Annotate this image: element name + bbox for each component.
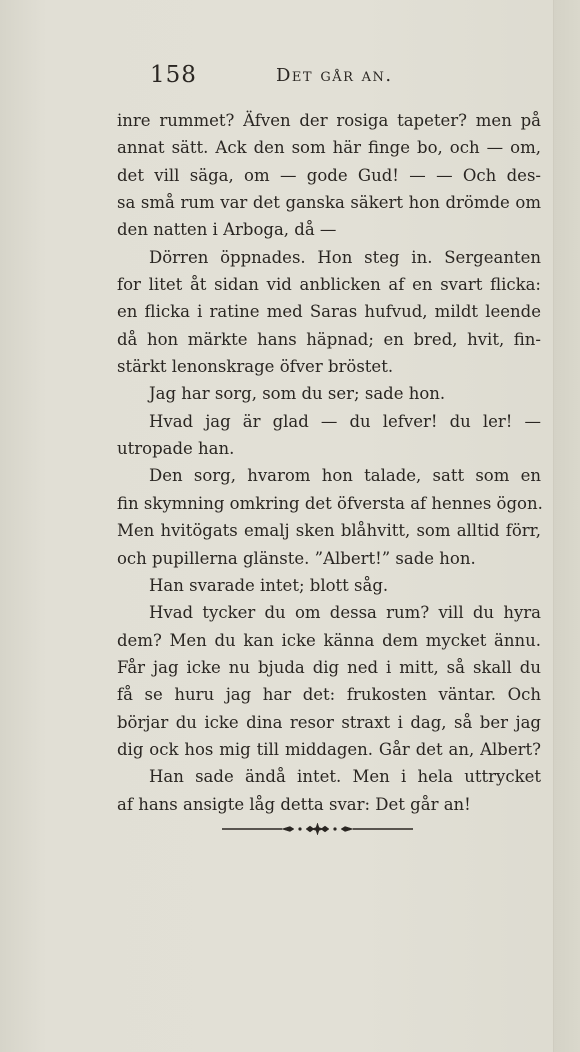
- body-text: [117, 107, 541, 818]
- text-line: fin skymning omkring det öfversta af hennes ögon.: [117, 493, 543, 513]
- text-line: en flicka i ratine med Saras hufvud, mildt leende: [117, 302, 541, 322]
- text-line: Den sorg, hvarom hon talade, satt som en: [149, 466, 541, 486]
- text-line: dig ock hos mig till middagen. Går det an, Albert?: [117, 739, 541, 759]
- text-line: af hans ansigte låg detta svar: Det går an!: [117, 794, 471, 814]
- text-line: börjar du icke dina resor straxt i dag, så ber jag: [117, 712, 541, 732]
- text-line: då hon märkte hans häpnad; en bred, hvit, fin-: [117, 329, 541, 349]
- running-title: Det går an.: [276, 65, 393, 86]
- text-line: for litet åt sidan vid anblicken af en svart flicka:: [117, 275, 541, 295]
- text-line: Hvad jag är glad — du lefver! du ler! —: [149, 411, 541, 431]
- text-line: dem? Men du kan icke känna dem mycket ännu.: [117, 630, 541, 650]
- text-line: och pupillerna glänste. ”Albert!” sade hon.: [117, 548, 476, 568]
- text-line: Dörren öppnades. Hon steg in. Sergeanten: [149, 247, 541, 267]
- text-line: få se huru jag har det: frukosten väntar. Och: [117, 685, 541, 705]
- text-line: Hvad tycker du om dessa rum? vill du hyra: [149, 603, 541, 623]
- text-line: Han svarade intet; blott såg.: [149, 575, 389, 595]
- text-line: inre rummet? Äfven der rosiga tapeter? men på: [117, 111, 541, 130]
- text-line: utropade han.: [117, 439, 235, 459]
- text-line: stärkt lenonskrage öfver bröstet.: [117, 357, 394, 377]
- text-line: det vill säga, om — gode Gud! — — Och des-: [117, 165, 541, 185]
- page-number: 158: [150, 62, 197, 88]
- page-edge: [553, 0, 580, 1052]
- text-line: Jag har sorg, som du ser; sade hon.: [149, 384, 446, 404]
- text-line: Får jag icke nu bjuda dig ned i mitt, så skall du: [117, 657, 541, 677]
- text-line: Men hvitögats emalj sken blåhvitt, som alltid förr,: [117, 521, 541, 541]
- decorative-rule-icon: [220, 819, 415, 839]
- page-header: [150, 62, 410, 94]
- text-line: annat sätt. Ack den som här finge bo, och — om,: [117, 138, 541, 158]
- text-line: Han sade ändå intet. Men i hela uttrycket: [149, 767, 541, 787]
- text-line: sa små rum var det ganska säkert hon drömde om: [117, 193, 541, 213]
- text-line: den natten i Arboga, då —: [117, 220, 337, 240]
